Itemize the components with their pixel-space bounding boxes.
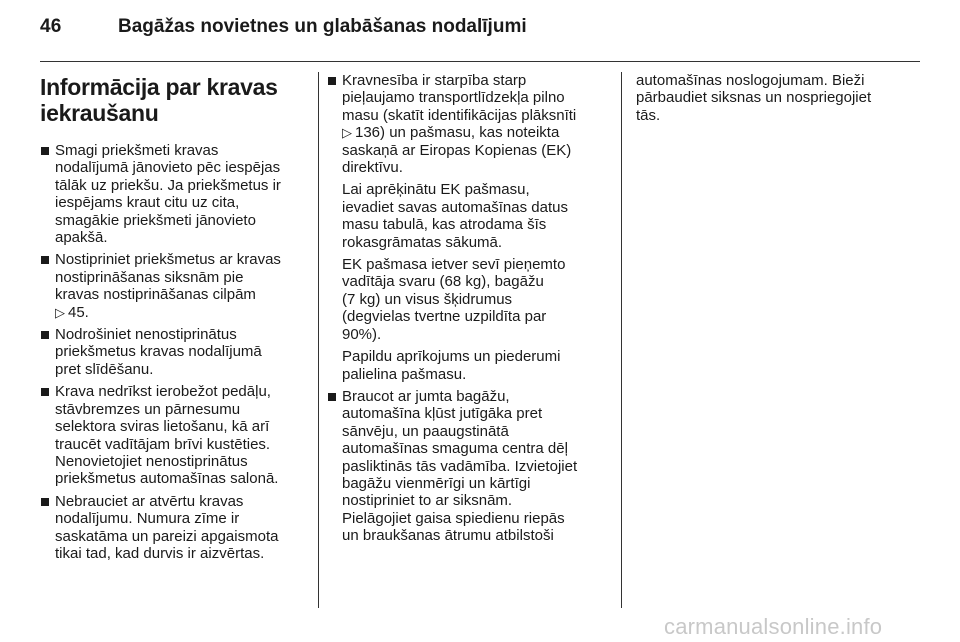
text-line: tikai tad, kad durvis ir aizvērtas.: [55, 544, 265, 562]
section-title-line: Informācija par kravas: [40, 74, 278, 100]
paragraph: [327, 348, 605, 383]
bullet-item: [40, 326, 308, 378]
page-reference[interactable]: [55, 304, 308, 321]
square-bullet-icon: [41, 256, 49, 264]
text-line: stāvbremzes un pārnesumu: [55, 400, 241, 418]
column-divider-1: [318, 72, 319, 608]
watermark: carmanualsonline.info: [664, 614, 883, 639]
text-line: EK pašmasa ietver sevī pieņemto: [342, 256, 566, 274]
bullet-item: [327, 72, 605, 176]
text-line: Nebrauciet ar atvērtu kravas: [55, 492, 244, 510]
bullet-item: [40, 383, 308, 487]
text-line: Nodrošiniet nenostiprinātus: [55, 326, 237, 344]
reference-page: 45.: [68, 303, 89, 321]
text-line: kravas nostiprināšanas cilpām: [55, 286, 256, 304]
text-line: nostiprināšanas siksnām pie: [55, 268, 244, 286]
paragraph: [327, 181, 605, 251]
text-line: (degvielas tvertne uzpildīta par: [342, 308, 547, 326]
text-line: pasliktinās tās vadāmība. Izvietojiet: [342, 457, 578, 475]
page-reference-arrow-icon: ▷: [342, 125, 352, 141]
text-line: automašīnas noslogojumam. Bieži: [636, 72, 865, 89]
text-line: saskaņā ar Eiropas Kopienas (EK): [342, 141, 572, 159]
text-line: Nenovietojiet nenostiprinātus: [55, 452, 248, 470]
text-line: apakšā.: [55, 229, 108, 247]
text-line: masu (skatīt identifikācijas plāksnīti: [342, 106, 577, 124]
column-divider-2: [621, 72, 622, 608]
page-number: 46: [40, 16, 62, 37]
text-line: Smagi priekšmeti kravas: [55, 142, 219, 159]
square-bullet-icon: [41, 498, 49, 506]
bullet-item: [40, 142, 308, 246]
text-line: un braukšanas ātrumu atbilstoši: [342, 527, 554, 545]
text-line: nostipriniet to ar siksnām.: [342, 492, 513, 510]
text-line: iespējams kraut citu uz cita,: [55, 194, 240, 212]
paragraph: [327, 256, 605, 343]
text-line: sānvēju, un paaugstinātā: [342, 422, 509, 440]
text-line: direktīvu.: [342, 159, 403, 177]
text-line: selektora sviras lietošanu, kā arī: [55, 418, 270, 436]
text-line: Braucot ar jumta bagāžu,: [342, 387, 510, 405]
chapter-title: Bagāžas novietnes un glabāšanas nodalījumi: [118, 16, 527, 37]
bullet-item: [40, 251, 308, 321]
text-line: pārbaudiet siksnas un nospriegojiet: [636, 89, 872, 107]
column-1: [40, 72, 308, 567]
section-title-line: iekraušanu: [40, 100, 159, 126]
square-bullet-icon: [41, 388, 49, 396]
text-line: Kravnesība ir starpība starp: [342, 72, 527, 89]
text-line: Papildu aprīkojums un piederumi: [342, 348, 561, 366]
square-bullet-icon: [328, 393, 336, 401]
square-bullet-icon: [328, 77, 336, 85]
column-3: [636, 72, 914, 129]
text-line: nodalījumu. Numura zīme ir: [55, 510, 240, 528]
bullet-item: [40, 493, 308, 563]
square-bullet-icon: [41, 331, 49, 339]
text-line: priekšmetus kravas nodalījumā: [55, 343, 262, 361]
square-bullet-icon: [41, 147, 49, 155]
text-line: automašīnas smaguma centra dēļ: [342, 440, 568, 458]
page-reference-arrow-icon: ▷: [55, 304, 65, 320]
paragraph: [636, 72, 914, 124]
page-reference[interactable]: [342, 124, 605, 141]
text-line: Lai aprēķinātu EK pašmasu,: [342, 181, 530, 199]
text-line: automašīna kļūst jutīgāka pret: [342, 405, 543, 423]
text-line: priekšmetus automašīnas salonā.: [55, 470, 279, 488]
text-line: saskatāma un pareizi apgaismota: [55, 527, 279, 545]
text-line: Krava nedrīkst ierobežot pedāļu,: [55, 383, 271, 401]
text-line: masu tabulā, kas atrodama šīs: [342, 216, 547, 234]
text-line: 136) un pašmasu, kas noteikta: [355, 124, 560, 142]
section-title: [40, 74, 308, 126]
text-line: smagākie priekšmeti jānovieto: [55, 211, 256, 229]
text-line: ievadiet savas automašīnas datus: [342, 198, 568, 216]
bullet-item: [327, 388, 605, 545]
text-line: Pielāgojiet gaisa spiedienu riepās: [342, 509, 565, 527]
text-line: tālāk uz priekšu. Ja priekšmetus ir: [55, 176, 281, 194]
column-2: [327, 72, 605, 550]
page-header: [40, 16, 920, 46]
text-line: palielina pašmasu.: [342, 365, 467, 383]
text-line: pieļaujamo transportlīdzekļa pilno: [342, 89, 565, 107]
text-line: nodalījumā jānovieto pēc iespējas: [55, 159, 281, 177]
text-line: traucēt vadītājam brīvi kustēties.: [55, 435, 271, 453]
text-line: Nostipriniet priekšmetus ar kravas: [55, 251, 281, 269]
text-line: 90%).: [342, 325, 382, 343]
text-line: vadītāja svaru (68 kg), bagāžu: [342, 273, 544, 291]
header-divider: [40, 61, 920, 62]
text-line: tās.: [636, 106, 661, 124]
text-line: (7 kg) un visus šķidrumus: [342, 290, 513, 308]
text-line: pret slīdēšanu.: [55, 360, 154, 378]
text-line: bagāžu vienmērīgi un kārtīgi: [342, 474, 531, 492]
text-line: rokasgrāmatas sākumā.: [342, 233, 503, 251]
